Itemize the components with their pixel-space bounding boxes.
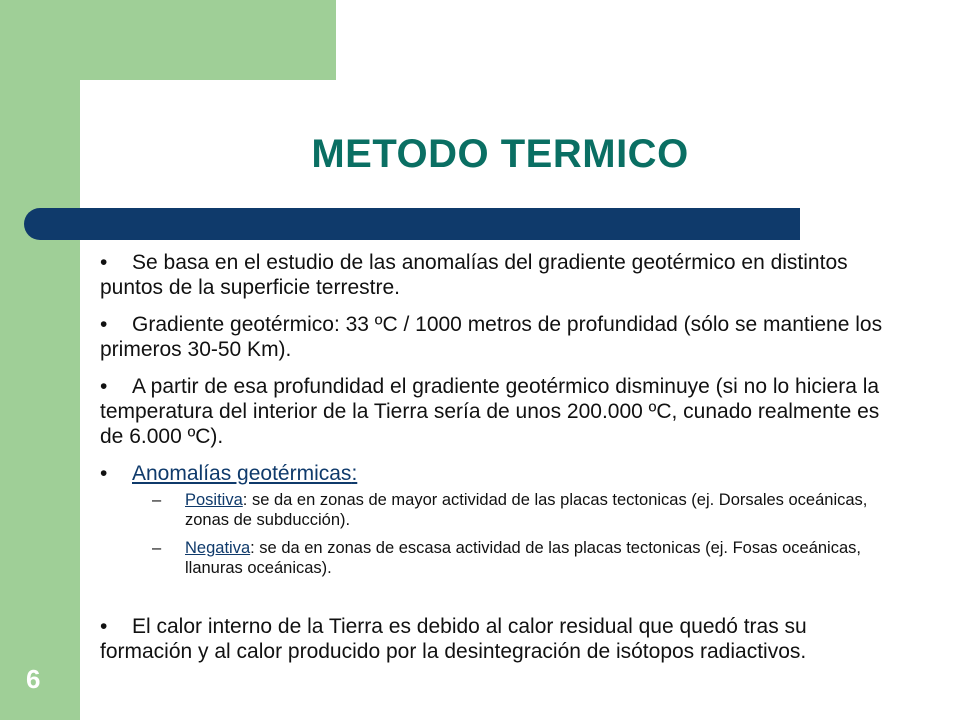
title-divider-bar [24, 208, 800, 240]
bullet-marker: • [100, 375, 108, 398]
sub-label-negative: Negativa [185, 539, 251, 557]
sub-dash-marker: – [152, 539, 162, 557]
bullet-text: Se basa en el estudio de las anomalías del gradiente geotérmico en distintos puntos de la superficie terrestre. [100, 251, 848, 299]
bullet-item [100, 250, 900, 300]
bullet-marker: • [100, 615, 108, 638]
sub-item-positive [100, 490, 900, 530]
bullet-item-final [100, 614, 900, 664]
bullet-marker: • [100, 313, 108, 336]
bullet-text: El calor interno de la Tierra es debido al calor residual que quedó tras su formación y al calor producido por la desintegración de isótopos radiactivos. [100, 615, 807, 663]
bullet-marker: • [100, 251, 108, 274]
bullet-text: A partir de esa profundidad el gradiente geotérmico disminuye (si no lo hiciera la temperatura del interior de la Tierra sería de unos 200.000 ºC, cunado realmente es de 6.000 ºC). [100, 375, 880, 448]
bullet-item [100, 374, 900, 449]
sub-colon: : [242, 491, 248, 509]
anomalies-heading-item [100, 461, 900, 486]
green-top-panel [80, 0, 336, 80]
bullet-item [100, 312, 900, 362]
sub-colon: : [250, 539, 255, 557]
bullet-marker: • [100, 462, 108, 485]
slide-title: METODO TERMICO [311, 132, 689, 176]
anomalies-heading: Anomalías geotérmicas [132, 462, 352, 485]
sub-dash-marker: – [152, 491, 162, 509]
sub-text-negative: se da en zonas de escasa actividad de las placas tectonicas (ej. Fosas oceánicas, llanuras oceánicas). [185, 539, 861, 577]
green-side-panel [0, 0, 80, 720]
slide-number: 6 [26, 664, 41, 694]
slide-content [100, 250, 900, 676]
sub-text-positive: se da en zonas de mayor actividad de las placas tectonicas (ej. Dorsales oceánicas, zonas de subducción). [185, 491, 868, 529]
sub-item-negative [100, 538, 900, 578]
bullet-text: Gradiente geotérmico: 33 ºC / 1000 metros de profundidad (sólo se mantiene los primeros 30-50 Km). [100, 313, 883, 361]
white-rounded-corner [80, 80, 200, 200]
sub-label-positive: Positiva [185, 491, 243, 509]
anomalies-heading-colon: : [351, 462, 358, 485]
spacer [100, 586, 900, 614]
